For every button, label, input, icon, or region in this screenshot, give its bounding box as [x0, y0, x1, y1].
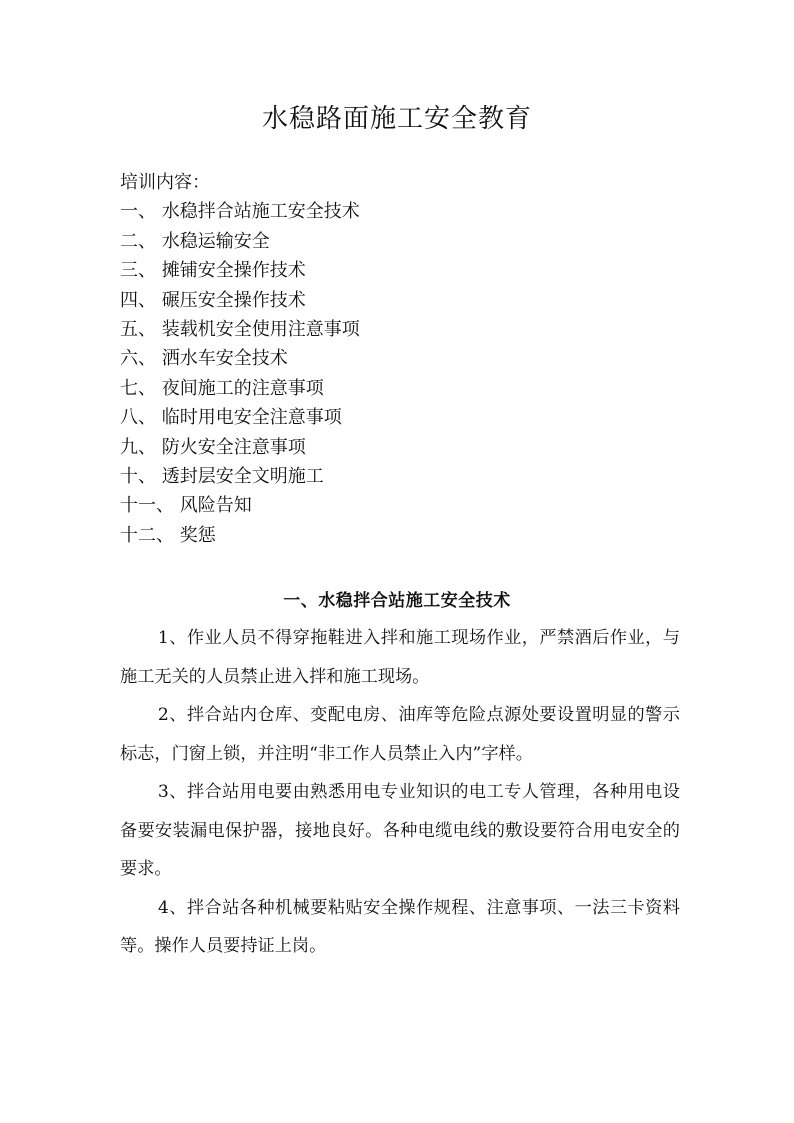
- toc-item: 十一、 风险告知: [120, 495, 252, 517]
- paragraph: 3、拌合站用电要由熟悉用电专业知识的电工专人管理，各种用电设备要安装漏电保护器，接地良好。各种电缆电线的敷设要符合用电安全的要求。: [120, 782, 680, 879]
- toc-item: 四、 碾压安全操作技术: [120, 289, 306, 311]
- section-title: 一、水稳拌合站施工安全技术: [283, 591, 511, 611]
- training-contents: [120, 168, 680, 550]
- paragraph: 2、拌合站内仓库、变配电房、油库等危险点源处要设置明显的警示标志，门窗上锁，并注明“非工作人员禁止入内”字样。: [120, 705, 680, 764]
- toc-item: 五、 装载机安全使用注意事项: [120, 319, 360, 341]
- toc-item: 十二、 奖惩: [120, 524, 216, 546]
- toc-item: 二、 水稳运输安全: [120, 230, 270, 252]
- paragraph: 1、作业人员不得穿拖鞋进入拌和施工现场作业，严禁酒后作业，与施工无关的人员禁止进入拌和施工现场。: [120, 628, 680, 687]
- document-title: 水稳路面施工安全教育: [261, 104, 532, 134]
- toc-item: 十、 透封层安全文明施工: [120, 466, 324, 488]
- paragraph: 4、拌合站各种机械要粘贴安全操作规程、注意事项、一法三卡资料等。操作人员要持证上岗。: [120, 897, 680, 956]
- section-body: [120, 619, 680, 966]
- toc-item: 九、 防火安全注意事项: [120, 436, 306, 458]
- toc-heading: 培训内容：: [120, 172, 210, 193]
- toc-item: 三、 摊铺安全操作技术: [120, 260, 306, 282]
- toc-item: 七、 夜间施工的注意事项: [120, 377, 324, 399]
- toc-item: 六、 洒水车安全技术: [120, 348, 288, 370]
- toc-item: 一、 水稳拌合站施工安全技术: [120, 201, 360, 223]
- toc-item: 八、 临时用电安全注意事项: [120, 407, 342, 429]
